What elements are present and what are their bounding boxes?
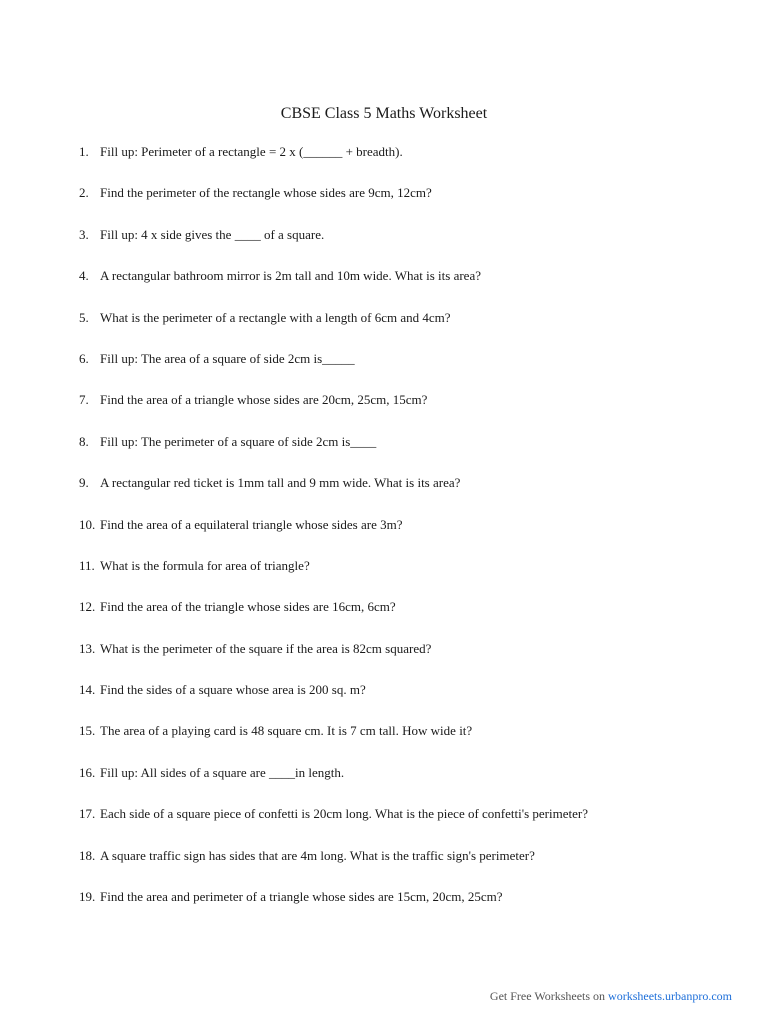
- question-text: Find the area of a equilateral triangle whose sides are 3m?: [100, 516, 403, 532]
- question-text: Find the area of a triangle whose sides are 20cm, 25cm, 15cm?: [100, 392, 428, 408]
- question-text: Fill up: All sides of a square are ____in length.: [100, 764, 345, 780]
- question-number: 7.: [79, 392, 89, 408]
- question-number: 3.: [79, 226, 89, 242]
- footer-link[interactable]: worksheets.urbanpro.com: [608, 989, 732, 1003]
- page-title: CBSE Class 5 Maths Worksheet: [280, 105, 488, 122]
- question-list: [79, 143, 749, 929]
- question-text: Fill up: Perimeter of a rectangle = 2 x (______ + breadth).: [100, 144, 403, 159]
- question-text: What is the perimeter of a rectangle with a length of 6cm and 4cm?: [100, 309, 451, 325]
- question-item: [79, 433, 749, 474]
- question-text: Fill up: The area of a square of side 2cm is_____: [100, 350, 355, 366]
- question-number: 4.: [79, 268, 89, 284]
- question-item: [79, 805, 749, 846]
- question-number: 1.: [79, 144, 89, 159]
- footer-prefix: Get Free Worksheets on: [489, 989, 609, 1003]
- question-number: 11.: [79, 557, 95, 573]
- question-item: [79, 722, 749, 763]
- question-number: 6.: [79, 350, 89, 366]
- question-number: 15.: [79, 723, 96, 739]
- question-text: Find the area of the triangle whose sides are 16cm, 6cm?: [100, 599, 396, 615]
- question-number: 8.: [79, 433, 89, 449]
- question-number: 13.: [79, 640, 96, 656]
- question-item: [79, 143, 749, 184]
- question-text: What is the formula for area of triangle?: [100, 557, 310, 573]
- question-number: 2.: [79, 185, 89, 201]
- question-item: [79, 350, 749, 391]
- question-item: [79, 516, 749, 557]
- question-number: 12.: [79, 599, 96, 615]
- question-item: [79, 888, 749, 929]
- question-number: 16.: [79, 764, 96, 780]
- question-item: [79, 847, 749, 888]
- question-text: A rectangular red ticket is 1mm tall and 9 mm wide. What is its area?: [100, 475, 461, 491]
- question-text: Fill up: The perimeter of a square of side 2cm is____: [100, 433, 377, 449]
- question-number: 9.: [79, 475, 89, 491]
- question-number: 14.: [79, 682, 96, 698]
- question-text: A rectangular bathroom mirror is 2m tall and 10m wide. What is its area?: [100, 268, 481, 284]
- question-text: The area of a playing card is 48 square cm. It is 7 cm tall. How wide it?: [100, 723, 473, 739]
- question-number: 10.: [79, 516, 96, 532]
- question-item: [79, 309, 749, 350]
- question-number: 18.: [79, 847, 96, 863]
- question-text: Each side of a square piece of confetti is 20cm long. What is the piece of confetti's perimeter?: [100, 806, 588, 822]
- question-number: 17.: [79, 806, 96, 822]
- question-number: 19.: [79, 889, 96, 905]
- question-item: [79, 474, 749, 515]
- question-item: [79, 226, 749, 267]
- question-item: [79, 557, 749, 598]
- question-item: [79, 598, 749, 639]
- question-text: Find the sides of a square whose area is 200 sq. m?: [100, 682, 366, 698]
- footer: [490, 988, 732, 1004]
- question-text: Find the area and perimeter of a triangle whose sides are 15cm, 20cm, 25cm?: [100, 889, 503, 905]
- question-item: [79, 640, 749, 681]
- question-text: What is the perimeter of the square if the area is 82cm squared?: [100, 640, 432, 656]
- question-item: [79, 391, 749, 432]
- question-text: Find the perimeter of the rectangle whose sides are 9cm, 12cm?: [100, 185, 432, 201]
- question-text: Fill up: 4 x side gives the ____ of a square.: [100, 226, 325, 242]
- question-number: 5.: [79, 309, 89, 325]
- question-item: [79, 267, 749, 308]
- question-text: A square traffic sign has sides that are 4m long. What is the traffic sign's perimeter?: [100, 847, 535, 863]
- question-item: [79, 764, 749, 805]
- question-item: [79, 681, 749, 722]
- question-item: [79, 184, 749, 225]
